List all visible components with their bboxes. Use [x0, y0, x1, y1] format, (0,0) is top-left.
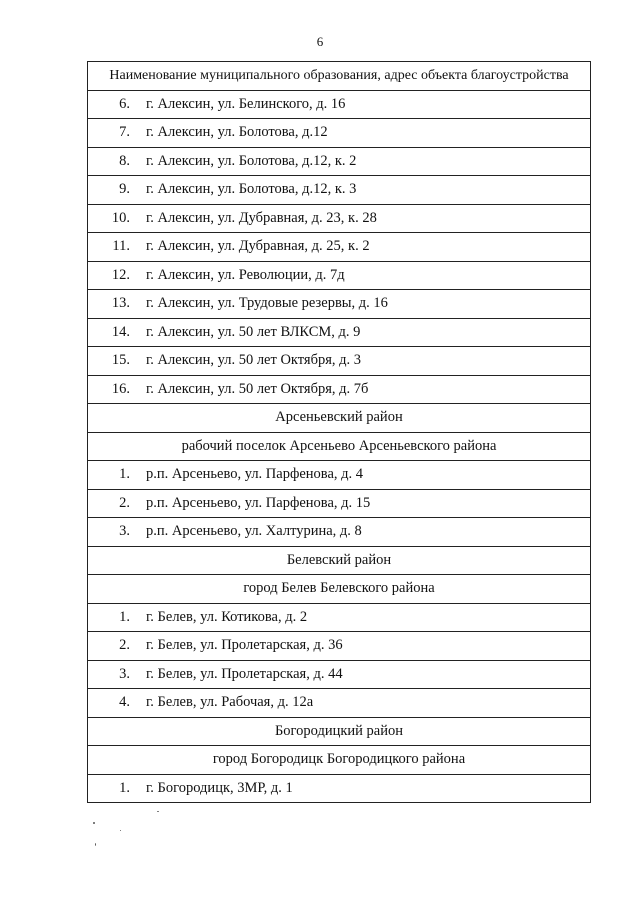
address-table	[87, 61, 591, 803]
row-number: 9.	[119, 181, 130, 198]
section-title: город Белев Белевского района	[88, 575, 591, 604]
row-number: 2.	[119, 494, 130, 511]
table-row	[88, 318, 591, 347]
row-address: г. Алексин, ул. Дубравная, д. 23, к. 28	[146, 209, 377, 226]
row-number: 1.	[119, 608, 130, 625]
row-number: 15.	[111, 352, 130, 369]
row-address: г. Алексин, ул. 50 лет Октября, д. 3	[146, 352, 362, 369]
row-cell	[88, 603, 591, 632]
table-row	[88, 290, 591, 319]
row-address: г. Алексин, ул. Трудовые резервы, д. 16	[146, 295, 388, 312]
section-row	[88, 432, 591, 461]
table-row	[88, 204, 591, 233]
row-cell	[88, 119, 591, 148]
table-row	[88, 176, 591, 205]
row-number: 1.	[119, 779, 130, 796]
section-row	[88, 546, 591, 575]
row-address: р.п. Арсеньево, ул. Халтурина, д. 8	[146, 523, 362, 540]
section-title: город Богородицк Богородицкого района	[88, 746, 591, 775]
table-row	[88, 347, 591, 376]
table-header: Наименование муниципального образования, адрес объекта благоустройства	[88, 62, 591, 91]
row-address: г. Белев, ул. Рабочая, д. 12а	[146, 694, 314, 711]
table-row	[88, 461, 591, 490]
table-row	[88, 660, 591, 689]
row-number: 14.	[111, 323, 130, 340]
row-cell	[88, 261, 591, 290]
section-title: Богородицкий район	[88, 717, 591, 746]
row-address: г. Алексин, ул. Болотова, д.12, к. 3	[146, 181, 357, 198]
section-row	[88, 717, 591, 746]
table-row	[88, 147, 591, 176]
table-row	[88, 689, 591, 718]
section-row	[88, 404, 591, 433]
section-row	[88, 575, 591, 604]
table-row	[88, 119, 591, 148]
row-cell	[88, 689, 591, 718]
row-address: р.п. Арсеньево, ул. Парфенова, д. 4	[146, 466, 364, 483]
table-header-row	[88, 62, 591, 91]
section-title: Белевский район	[88, 546, 591, 575]
table-row	[88, 603, 591, 632]
row-cell	[88, 176, 591, 205]
page-number: 6	[316, 34, 324, 49]
row-address: г. Алексин, ул. Болотова, д.12	[146, 124, 328, 141]
table-body	[88, 90, 591, 803]
row-number: 1.	[119, 466, 130, 483]
row-number: 7.	[119, 124, 130, 141]
scan-speck	[120, 830, 121, 831]
row-cell	[88, 290, 591, 319]
row-number: 12.	[111, 266, 130, 283]
table-row	[88, 632, 591, 661]
row-cell	[88, 660, 591, 689]
table-row	[88, 233, 591, 262]
table-row	[88, 90, 591, 119]
row-address: г. Белев, ул. Пролетарская, д. 44	[146, 665, 343, 682]
row-address: р.п. Арсеньево, ул. Парфенова, д. 15	[146, 494, 371, 511]
section-row	[88, 746, 591, 775]
table-row	[88, 518, 591, 547]
row-cell	[88, 318, 591, 347]
row-cell	[88, 774, 591, 803]
row-number: 8.	[119, 152, 130, 169]
row-number: 10.	[111, 209, 130, 226]
table-row	[88, 261, 591, 290]
row-address: г. Алексин, ул. Белинского, д. 16	[146, 95, 346, 112]
row-cell	[88, 489, 591, 518]
row-cell	[88, 147, 591, 176]
section-title: Арсеньевский район	[88, 404, 591, 433]
row-cell	[88, 461, 591, 490]
row-cell	[88, 375, 591, 404]
row-number: 3.	[119, 523, 130, 540]
table-row	[88, 774, 591, 803]
table-row	[88, 375, 591, 404]
row-cell	[88, 204, 591, 233]
row-cell	[88, 233, 591, 262]
row-number: 6.	[119, 95, 130, 112]
row-number: 2.	[119, 637, 130, 654]
row-number: 3.	[119, 665, 130, 682]
scan-speck	[93, 822, 95, 824]
row-address: г. Алексин, ул. 50 лет ВЛКСМ, д. 9	[146, 323, 361, 340]
row-address: г. Богородицк, 3МР, д. 1	[146, 779, 293, 796]
section-title: рабочий поселок Арсеньево Арсеньевского района	[88, 432, 591, 461]
row-number: 16.	[111, 380, 130, 397]
row-cell	[88, 518, 591, 547]
row-number: 11.	[112, 238, 130, 255]
row-address: г. Белев, ул. Пролетарская, д. 36	[146, 637, 343, 654]
row-number: 4.	[119, 694, 130, 711]
table-row	[88, 489, 591, 518]
row-address: г. Алексин, ул. Дубравная, д. 25, к. 2	[146, 238, 370, 255]
row-address: г. Алексин, ул. 50 лет Октября, д. 7б	[146, 380, 369, 397]
row-address: г. Белев, ул. Котикова, д. 2	[146, 608, 308, 625]
row-address: г. Алексин, ул. Болотова, д.12, к. 2	[146, 152, 357, 169]
scan-speck	[157, 811, 159, 812]
row-cell	[88, 90, 591, 119]
row-number: 13.	[111, 295, 130, 312]
row-cell	[88, 347, 591, 376]
row-cell	[88, 632, 591, 661]
row-address: г. Алексин, ул. Революции, д. 7д	[146, 266, 345, 283]
scan-speck	[95, 843, 96, 846]
